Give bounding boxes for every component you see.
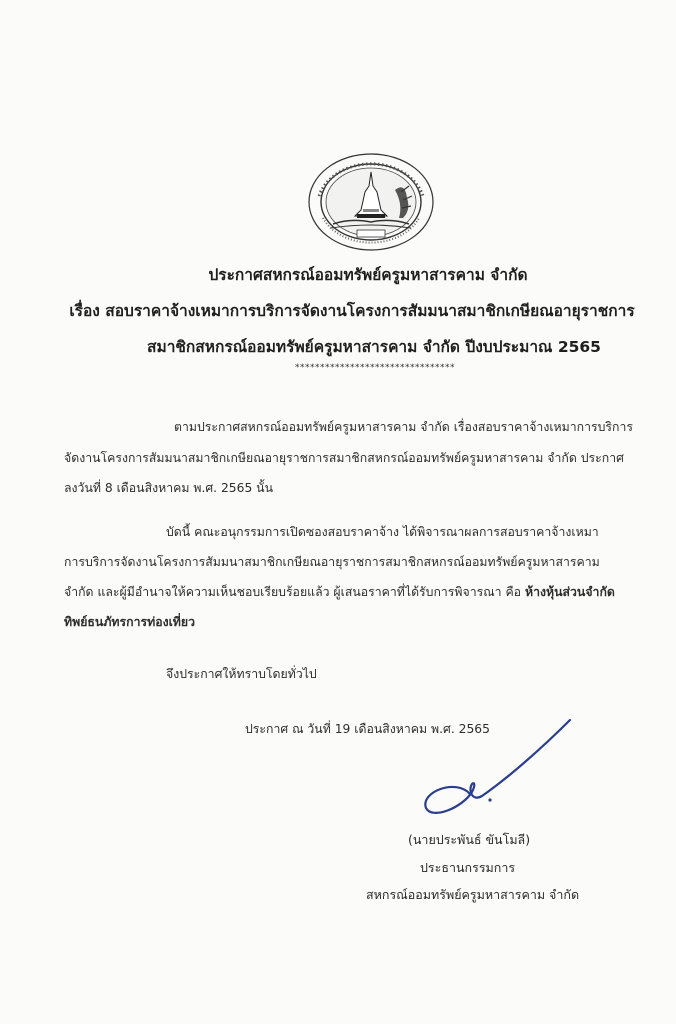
subject-line-2: สมาชิกสหกรณ์ออมทรัพย์ครูมหาสารคาม จำกัด ปีงบประมาณ 2565 [147,338,601,356]
subject-line-1: เรื่อง สอบราคาจ้างเหมาการบริการจัดงานโครงการสัมมนาสมาชิกเกษียณอายุราชการ [69,302,635,320]
winning-bidder-name-part-2: ทิพย์ธนภัทรการท่องเที่ยว [64,615,196,629]
signer-position: ประธานกรรมการ [420,860,516,875]
handwritten-signature-icon [412,712,582,824]
closing-statement: จึงประกาศให้ทราบโดยทั่วไป [166,667,317,681]
paragraph-2-line-3 [64,583,615,602]
paragraph-1-line-2: จัดงานโครงการสัมมนาสมาชิกเกษียณอายุราชการสมาชิกสหกรณ์ออมทรัพย์ครูมหาสารคาม จำกัด ประกาศ [64,451,624,465]
paragraph-2-line-2: การบริการจัดงานโครงการสัมมนาสมาชิกเกษียณอายุราชการสมาชิกสหกรณ์ออมทรัพย์ครูมหาสารคาม [64,555,600,569]
signer-organization: สหกรณ์ออมทรัพย์ครูมหาสารคาม จำกัด [366,887,580,902]
separator-stars: ******************************** [295,363,455,373]
winning-bidder-name-part-1: ห้างหุ้นส่วนจำกัด [524,585,615,599]
paragraph-2-line-3-text: จำกัด และผู้มีอำนาจให้ความเห็นชอบเรียบร้อยแล้ว ผู้เสนอราคาที่ได้รับการพิจารณา คือ [64,585,525,599]
cooperative-seal-logo [307,152,435,252]
paragraph-1-line-1: ตามประกาศสหกรณ์ออมทรัพย์ครูมหาสารคาม จำกัด เรื่องสอบราคาจ้างเหมาการบริการ [174,420,633,434]
paragraph-1-line-3: ลงวันที่ 8 เดือนสิงหาคม พ.ศ. 2565 นั้น [64,481,273,495]
announcement-title: ประกาศสหกรณ์ออมทรัพย์ครูมหาสารคาม จำกัด [208,266,528,284]
seal-emblem-icon [307,152,435,252]
announcement-date: ประกาศ ณ วันที่ 19 เดือนสิงหาคม พ.ศ. 2565 [245,722,490,736]
signer-name: (นายประพันธ์ ขันโมลี) [408,832,531,847]
paragraph-2-line-1: บัดนี้ คณะอนุกรรมการเปิดซองสอบราคาจ้าง ได้พิจารณาผลการสอบราคาจ้างเหมา [166,525,599,539]
